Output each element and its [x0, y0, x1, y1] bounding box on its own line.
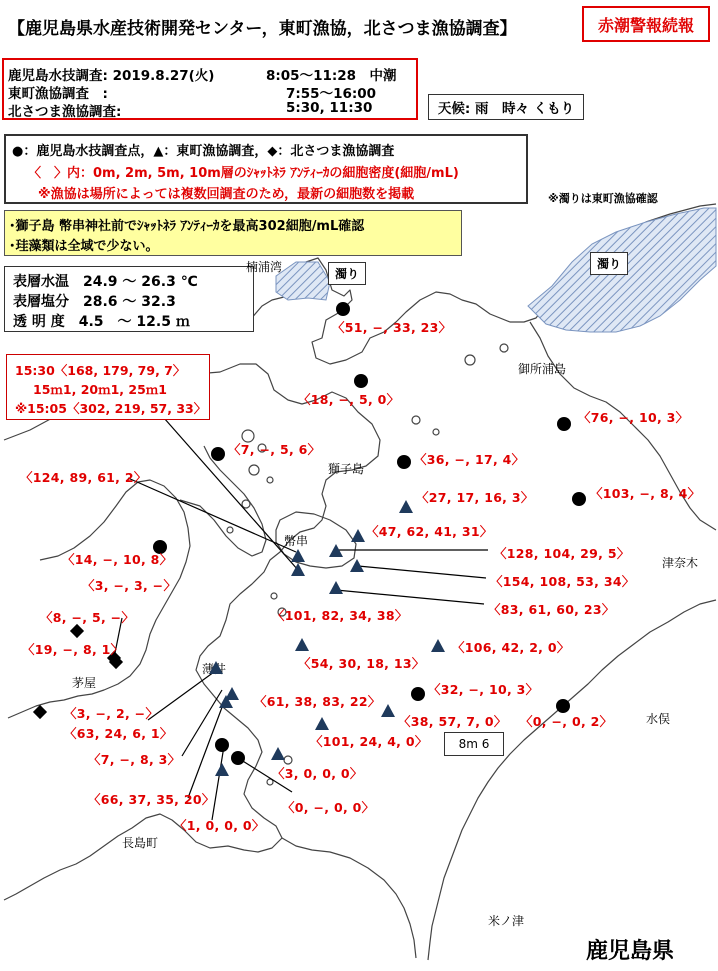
- survey-point-triangle-icon: [351, 529, 365, 542]
- highlight-box: [4, 210, 462, 256]
- station-cell-label: 〈0, −, 0, 2〉: [520, 714, 613, 729]
- place-usui: 薄井: [202, 662, 227, 676]
- survey-info-box: [2, 58, 418, 120]
- legend-symbols: ●：鹿児島水技調査点，▲：東町漁協調査，◆：北さつま漁協調査: [12, 144, 395, 159]
- station-cell-label: 〈76, −, 10, 3〉: [578, 410, 689, 425]
- station-cell-label: 〈63, 24, 6, 1〉: [64, 726, 173, 741]
- survey-point-circle-icon: [572, 492, 586, 506]
- turbidity-note: ※濁りは東町漁協確認: [548, 192, 658, 205]
- station-cell-label: 〈106, 42, 2, 0〉: [452, 640, 570, 655]
- station-cell-label: 〈7, −, 5, 6〉: [228, 442, 321, 457]
- survey-point-triangle-icon: [219, 695, 233, 708]
- survey-point-triangle-icon: [329, 544, 343, 557]
- stat-transparency: 透 明 度 4.5 ～ 12.5 ｍ: [13, 314, 190, 330]
- survey-point-triangle-icon: [215, 763, 229, 776]
- station-cell-label: 〈54, 30, 18, 13〉: [298, 656, 425, 671]
- depth-note-box: 8m 6: [444, 732, 504, 756]
- station-cell-label: 〈51, −, 33, 23〉: [332, 320, 452, 335]
- survey-point-triangle-icon: [315, 717, 329, 730]
- heigushi-callout: [6, 354, 210, 420]
- station-cell-label: 〈38, 57, 7, 0〉: [398, 714, 507, 729]
- survey-point-circle-icon: [336, 302, 350, 316]
- callout-line-2: 15ｍ1, 20ｍ1, 25ｍ1: [33, 382, 167, 397]
- station-cell-label: 〈66, 37, 35, 20〉: [88, 792, 215, 807]
- survey-point-circle-icon: [211, 447, 225, 461]
- survey-point-circle-icon: [556, 699, 570, 713]
- alert-badge: 赤潮警報続報: [582, 6, 710, 42]
- station-cell-label: 〈36, −, 17, 4〉: [414, 452, 525, 467]
- legend-box: [4, 134, 528, 204]
- survey-point-triangle-icon: [295, 638, 309, 651]
- station-cell-label: 〈61, 38, 83, 22〉: [254, 694, 381, 709]
- survey-row-3-value: 5:30, 11:30: [286, 100, 373, 116]
- survey-point-circle-icon: [411, 687, 425, 701]
- station-cell-label: 〈32, −, 10, 3〉: [428, 682, 539, 697]
- survey-point-triangle-icon: [209, 661, 223, 674]
- survey-point-triangle-icon: [431, 639, 445, 652]
- stat-temperature: 表層水温 24.9 ～ 26.3 ℃: [13, 274, 198, 290]
- station-cell-label: 〈14, −, 10, 8〉: [62, 552, 173, 567]
- survey-point-circle-icon: [231, 751, 245, 765]
- survey-point-triangle-icon: [329, 581, 343, 594]
- station-cell-label: 〈83, 61, 60, 23〉: [488, 602, 615, 617]
- survey-point-circle-icon: [215, 738, 229, 752]
- survey-row-1-label: 鹿児島水技調査: 2019.8.27(火): [8, 68, 215, 84]
- station-cell-label: 〈47, 62, 41, 31〉: [366, 524, 493, 539]
- station-cell-label: 〈103, −, 8, 4〉: [590, 486, 701, 501]
- station-cell-label: 〈3, −, 2, −〉: [64, 706, 159, 721]
- highlight-line-1: ･獅子島 幣串神社前でｼｬｯﾄﾈﾗ ｱﾝﾃｨｰｶを最高302細胞/mL確認: [9, 219, 365, 234]
- stat-salinity: 表層塩分 28.6 ～ 32.3: [13, 294, 176, 310]
- station-cell-label: 〈3, 0, 0, 0〉: [272, 766, 363, 781]
- station-cell-label: 〈27, 17, 16, 3〉: [416, 490, 534, 505]
- survey-point-triangle-icon: [291, 549, 305, 562]
- turbidity-tag-east: 濁り: [590, 252, 628, 275]
- survey-point-circle-icon: [557, 417, 571, 431]
- place-minamata: 水俣: [646, 712, 671, 726]
- station-cell-label: 〈3, −, 3, −〉: [82, 578, 177, 593]
- place-komenotsu: 米ノ津: [488, 914, 525, 928]
- station-cell-label: 〈101, 24, 4, 0〉: [310, 734, 428, 749]
- survey-point-triangle-icon: [399, 500, 413, 513]
- place-nagashima: 長島町: [122, 836, 159, 850]
- survey-point-circle-icon: [397, 455, 411, 469]
- place-kaya: 茅屋: [72, 676, 97, 690]
- station-cell-label: 〈19, −, 8, 1〉: [22, 642, 124, 657]
- survey-row-2-label: 東町漁協調査 :: [8, 86, 108, 102]
- turbidity-tag-west: 濁り: [328, 262, 366, 285]
- callout-line-1: 15:30〈168, 179, 79, 7〉: [15, 363, 186, 378]
- station-cell-label: 〈124, 89, 61, 2〉: [20, 470, 147, 485]
- station-cell-label: 〈18, −, 5, 0〉: [298, 392, 400, 407]
- station-cell-label: 〈0, −, 0, 0〉: [282, 800, 375, 815]
- survey-point-triangle-icon: [271, 747, 285, 760]
- place-shishijima: 獅子島: [328, 462, 365, 476]
- survey-point-triangle-icon: [381, 704, 395, 717]
- survey-point-triangle-icon: [350, 559, 364, 572]
- station-cell-label: 〈154, 108, 53, 34〉: [490, 574, 635, 589]
- page-title: 【鹿児島県水産技術開発センター，東町漁協，北さつま漁協調査】: [8, 19, 517, 39]
- place-goshoura: 御所浦島: [518, 362, 567, 376]
- survey-row-2-value: 7:55～16:00: [286, 86, 377, 102]
- place-tsunagi: 津奈木: [662, 556, 699, 570]
- station-cell-label: 〈8, −, 5, −〉: [40, 610, 135, 625]
- prefecture-name: 鹿児島県: [586, 939, 675, 964]
- station-cell-label: 〈7, −, 8, 3〉: [88, 752, 181, 767]
- place-kusuura: 楠浦湾: [246, 260, 283, 274]
- water-stats-box: [4, 266, 254, 332]
- survey-point-triangle-icon: [291, 563, 305, 576]
- survey-point-circle-icon: [354, 374, 368, 388]
- station-cell-label: 〈128, 104, 29, 5〉: [494, 546, 630, 561]
- station-cell-label: 〈101, 82, 34, 38〉: [272, 608, 408, 623]
- weather-box: 天候: 雨 時々 くもり: [428, 94, 584, 120]
- place-heigushi: 幣串: [284, 534, 309, 548]
- station-cell-label: 〈1, 0, 0, 0〉: [174, 818, 265, 833]
- legend-latest-note: ※漁協は場所によっては複数回調査のため，最新の細胞数を掲載: [38, 187, 415, 202]
- survey-row-1-value: 8:05～11:28 中潮: [266, 68, 397, 84]
- callout-line-3: ※15:05〈302, 219, 57, 33〉: [15, 401, 207, 416]
- survey-row-3-label: 北さつま漁協調査:: [8, 104, 122, 120]
- legend-depth-note: 〈 〉内：0m, 2m, 5m, 10m層のｼｬｯﾄﾈﾗ ｱﾝﾃｨｰｶの細胞密度(細胞/mL): [28, 166, 459, 181]
- highlight-line-2: ･珪藻類は全域で少ない。: [9, 239, 159, 254]
